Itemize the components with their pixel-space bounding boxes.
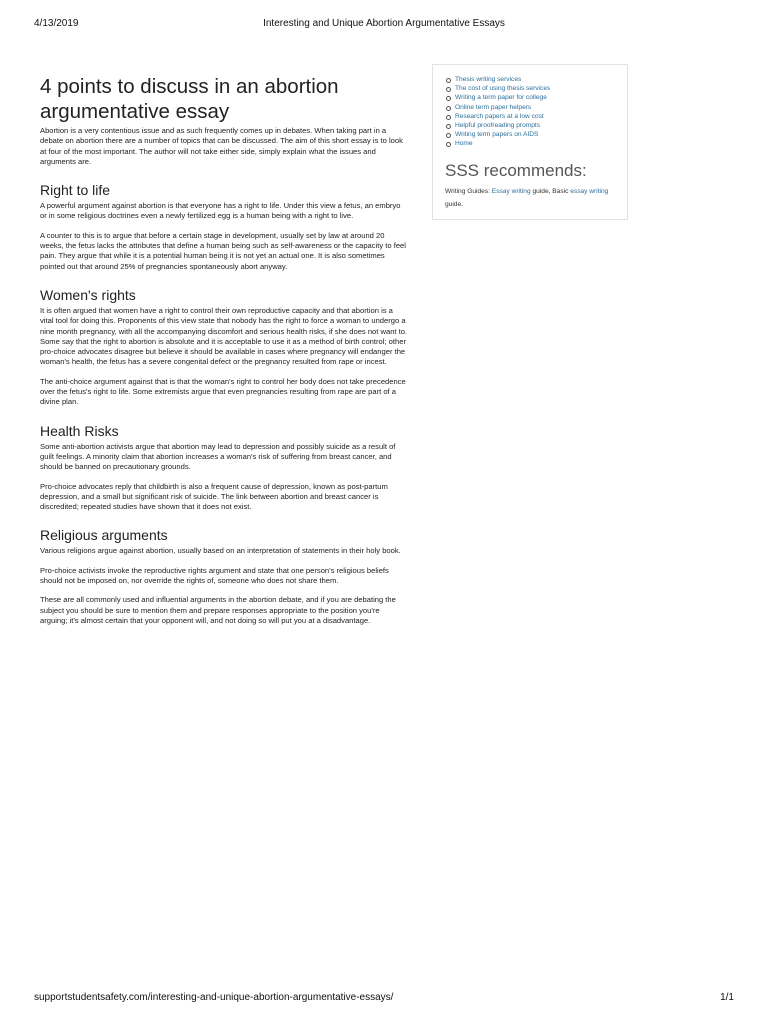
- circle-bullet-icon: [446, 115, 451, 120]
- sidebar-link-label[interactable]: Writing a term paper for college: [455, 94, 547, 102]
- sidebar-link[interactable]: [445, 103, 617, 112]
- section-heading-right-to-life: Right to life: [40, 182, 111, 199]
- sidebar-link[interactable]: [445, 130, 617, 139]
- paragraph: Pro-choice activists invoke the reproductive rights argument and state that one person's religious beliefs should not be imposed on, nor override the rights of, someone who does not share them.: [40, 565, 389, 586]
- paragraph: These are all commonly used and influential arguments in the abortion debate, and if you are debating the subject you should be sure to mention them and prepare responses appropriate to the position you're arguing; it's almost certain that your opponent will, and not doing so will put you at a disadvantage.: [40, 595, 396, 625]
- recommends-text: [445, 185, 617, 211]
- circle-bullet-icon: [446, 106, 451, 111]
- circle-bullet-icon: [446, 124, 451, 129]
- circle-bullet-icon: [446, 133, 451, 138]
- sidebar-link-label[interactable]: Thesis writing services: [455, 76, 522, 83]
- paragraph: A powerful argument against abortion is that everyone has a right to life. Under this view a fetus, an embryo or in some religious doctrines even a newly fertilized egg is a human being with a right to live.: [40, 201, 401, 221]
- essay-writing-link[interactable]: Essay writing: [491, 187, 531, 195]
- section-heading-womens-rights: Women's rights: [40, 286, 136, 303]
- print-header: [34, 18, 734, 32]
- sidebar-link-label[interactable]: Helpful proofreading prompts: [455, 122, 541, 130]
- paragraph: Pro-choice advocates reply that childbirth is also a frequent cause of depression, known as post-partum depression, and a small but significant risk of suicide. The link between abortion and breast cancer is discredited; repeated studies have shown that it does not exist.: [40, 481, 388, 512]
- section-heading-religious-arguments: Religious arguments: [40, 527, 168, 544]
- print-footer: [34, 992, 734, 1006]
- sidebar-link[interactable]: [445, 93, 617, 102]
- recommends-heading: SSS recommends:: [445, 160, 587, 180]
- print-date: 4/13/2019: [34, 18, 79, 29]
- paragraph: The anti-choice argument against that is that the woman's right to control her body does not take precedence over the fetus's right to life. Some extremists argue that even pregnancies resulting from rape are part of a divine plan.: [40, 376, 406, 407]
- paragraph: A counter to this is to argue that before a certain stage in development, usually set by law at around 20 weeks, the fetus lacks the attributes that define a human being such as self-awareness or the capacity to feel pain. They argue that while it is a potential human being it is not yet an actual one. It is also sometimes pointed out that around 25% of pregnancies spontaneously abort anyway.: [40, 230, 406, 271]
- sidebar-link[interactable]: [445, 112, 617, 121]
- article-intro: Abortion is a very contentious issue and as such frequently comes up in debates. When taking part in a debate on abortion there are a number of topics that can be discussed. The aim of this short essay is to look at four of the most important. The author will not take either side, simply explain what the issues and arguments are.: [40, 126, 403, 166]
- sidebar-link-label[interactable]: The cost of using thesis services: [455, 85, 551, 93]
- article-title: 4 points to discuss in an abortion argumentative essay: [40, 75, 339, 123]
- basic-essay-writing-link[interactable]: essay writing: [570, 187, 609, 195]
- paragraph: Various religions argue against abortion, usually based on an interpretation of statements in their holy book.: [40, 546, 401, 556]
- circle-bullet-icon: [446, 142, 451, 147]
- circle-bullet-icon: [446, 96, 451, 101]
- sidebar-link-label[interactable]: Online term paper helpers: [455, 103, 532, 111]
- print-page-title: Interesting and Unique Abortion Argumentative Essays: [263, 18, 505, 29]
- sidebar-link-list: [445, 75, 617, 149]
- paragraph: Some anti-abortion activists argue that abortion may lead to depression and possibly suicide as a result of guilt feelings. A minority claim that abortion increases a woman's risk of suffering from breast cancer, and should be banned on precautionary grounds.: [40, 441, 396, 472]
- section-heading-health-risks: Health Risks: [40, 422, 119, 439]
- circle-bullet-icon: [446, 78, 451, 83]
- sidebar-link[interactable]: [445, 121, 617, 130]
- sidebar-link[interactable]: [445, 84, 617, 93]
- paragraph: It is often argued that women have a right to control their own reproductive capacity and that abortion is a vital tool for doing this. Proponents of this view state that nobody has the right to force a woman to undergo a nine month pregnancy, with all the accompanying discomfort and serious health risks, if she does not want to. Some say that the right to abortion is absolute and it is acceptable to use it as a method of birth control; other pro-choice advocates disagree but believe it should be available in cases where pregnancy will endanger the woman's health, the fetus has a severe congenital defect or the pregnancy resulted from rape or incest.: [40, 305, 408, 367]
- recommends-prefix: Writing Guides:: [445, 187, 492, 195]
- sidebar-link-home[interactable]: [445, 139, 617, 148]
- sidebar-link-label[interactable]: Research papers at a low cost: [455, 112, 544, 120]
- sidebar: [432, 64, 628, 220]
- recommends-suffix: guide.: [445, 200, 463, 208]
- sidebar-link-label[interactable]: Writing term papers on AIDS: [455, 131, 539, 139]
- sidebar-link[interactable]: [445, 75, 617, 84]
- recommends-middle: guide, Basic: [530, 187, 571, 195]
- print-url: supportstudentsafety.com/interesting-and-unique-abortion-argumentative-essays/: [34, 992, 394, 1003]
- article: [40, 74, 408, 635]
- page-number: 1/1: [720, 992, 734, 1003]
- circle-bullet-icon: [446, 87, 451, 92]
- sidebar-link-label[interactable]: Home: [455, 140, 473, 148]
